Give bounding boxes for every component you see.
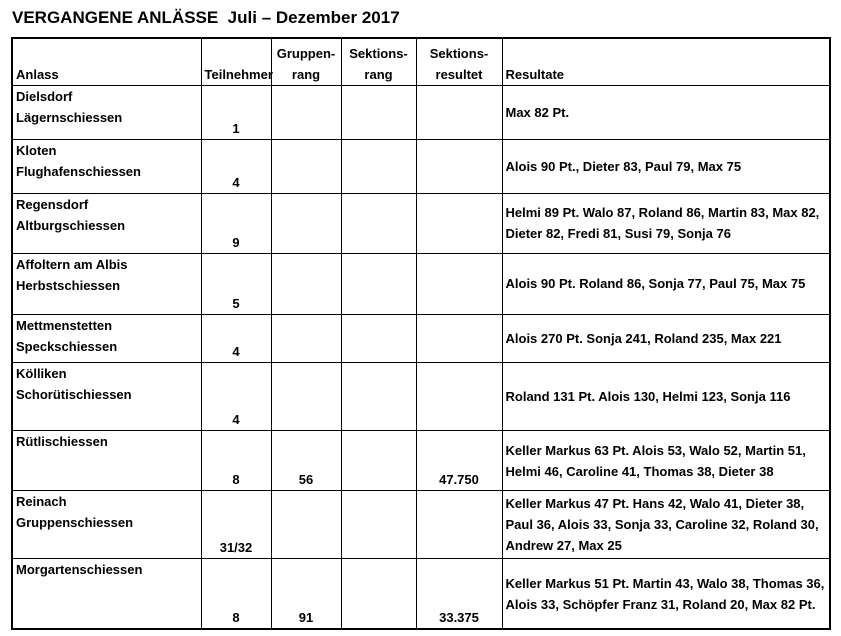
cell-sektionsresultat: 47.750	[416, 431, 502, 491]
header-resultate: Resultate	[502, 38, 830, 85]
cell-gruppenrang	[271, 491, 341, 559]
cell-sektionsresultat	[416, 253, 502, 314]
header-sektionsrang: Sektions-rang	[341, 38, 416, 85]
cell-sektionsrang	[341, 85, 416, 139]
anlass-event: Schorütischiessen	[16, 386, 132, 402]
cell-sektionsresultat: 33.375	[416, 559, 502, 629]
cell-teilnehmer: 4	[201, 139, 271, 193]
cell-anlass	[12, 253, 201, 314]
table-row	[12, 85, 830, 139]
cell-sektionsrang	[341, 491, 416, 559]
cell-sektionsrang	[341, 362, 416, 430]
cell-resultate: Keller Markus 51 Pt. Martin 43, Walo 38, Thomas 36, Alois 33, Schöpfer Franz 31, Roland 20, Max 82 Pt.	[502, 559, 830, 629]
cell-sektionsresultat	[416, 314, 502, 362]
anlass-place: Reinach	[16, 494, 67, 510]
cell-sektionsresultat	[416, 193, 502, 253]
cell-sektionsresultat	[416, 139, 502, 193]
cell-sektionsrang	[341, 253, 416, 314]
cell-resultate: Alois 90 Pt., Dieter 83, Paul 79, Max 75	[502, 139, 830, 193]
anlass-place: Mettmenstetten	[16, 317, 113, 333]
table-row	[12, 362, 830, 430]
cell-gruppenrang	[271, 193, 341, 253]
cell-sektionsrang	[341, 314, 416, 362]
cell-teilnehmer: 1	[201, 85, 271, 139]
cell-teilnehmer: 31/32	[201, 491, 271, 559]
anlass-event: Lägernschiessen	[16, 109, 123, 125]
cell-teilnehmer: 8	[201, 431, 271, 491]
cell-teilnehmer: 4	[201, 314, 271, 362]
anlass-place: Morgartenschiessen	[16, 562, 143, 578]
table-row	[12, 491, 830, 559]
cell-gruppenrang	[271, 253, 341, 314]
cell-sektionsresultat	[416, 362, 502, 430]
cell-anlass	[12, 85, 201, 139]
header-teilnehmer: Teilnehmer	[201, 38, 271, 85]
cell-sektionsresultat	[416, 85, 502, 139]
cell-resultate: Alois 90 Pt. Roland 86, Sonja 77, Paul 75, Max 75	[502, 253, 830, 314]
cell-anlass	[12, 193, 201, 253]
cell-sektionsresultat	[416, 491, 502, 559]
cell-resultate: Max 82 Pt.	[502, 85, 830, 139]
cell-teilnehmer: 5	[201, 253, 271, 314]
cell-anlass	[12, 431, 201, 491]
anlass-place: Dielsdorf	[16, 88, 73, 104]
cell-anlass	[12, 314, 201, 362]
cell-sektionsrang	[341, 193, 416, 253]
cell-gruppenrang	[271, 362, 341, 430]
cell-sektionsrang	[341, 559, 416, 629]
table-row	[12, 139, 830, 193]
header-sektionsresultat: Sektions-resultet	[416, 38, 502, 85]
anlass-place: Regensdorf	[16, 196, 89, 212]
cell-gruppenrang: 56	[271, 431, 341, 491]
anlass-event: Gruppenschiessen	[16, 515, 134, 531]
header-gruppenrang: Gruppen-rang	[271, 38, 341, 85]
anlass-event: Herbstschiessen	[16, 277, 121, 293]
anlass-place: Affoltern am Albis	[16, 256, 128, 272]
cell-teilnehmer: 9	[201, 193, 271, 253]
anlass-event: Altburgschiessen	[16, 217, 126, 233]
cell-resultate: Alois 270 Pt. Sonja 241, Roland 235, Max 221	[502, 314, 830, 362]
cell-gruppenrang	[271, 139, 341, 193]
table-row	[12, 431, 830, 491]
cell-gruppenrang	[271, 85, 341, 139]
cell-sektionsrang	[341, 431, 416, 491]
anlass-place: Kölliken	[16, 365, 67, 381]
anlass-event: Flughafenschiessen	[16, 163, 141, 179]
cell-resultate: Keller Markus 63 Pt. Alois 53, Walo 52, Martin 51, Helmi 46, Caroline 41, Thomas 38, Dieter 38	[502, 431, 830, 491]
cell-teilnehmer: 4	[201, 362, 271, 430]
anlass-place: Rütlischiessen	[16, 434, 108, 450]
page-title: VERGANGENE ANLÄSSE Juli – Dezember 2017	[12, 8, 400, 27]
cell-sektionsrang	[341, 139, 416, 193]
cell-anlass	[12, 139, 201, 193]
cell-resultate: Roland 131 Pt. Alois 130, Helmi 123, Sonja 116	[502, 362, 830, 430]
cell-gruppenrang	[271, 314, 341, 362]
cell-teilnehmer: 8	[201, 559, 271, 629]
anlass-place: Kloten	[16, 142, 57, 158]
table-row	[12, 314, 830, 362]
cell-gruppenrang: 91	[271, 559, 341, 629]
table-row	[12, 253, 830, 314]
anlass-event: Speckschiessen	[16, 338, 118, 354]
header-anlass: Anlass	[12, 38, 201, 85]
cell-anlass	[12, 491, 201, 559]
table-row	[12, 193, 830, 253]
cell-anlass	[12, 362, 201, 430]
header-row	[12, 38, 830, 85]
cell-anlass	[12, 559, 201, 629]
cell-resultate: Helmi 89 Pt. Walo 87, Roland 86, Martin 83, Max 82, Dieter 82, Fredi 81, Susi 79, Sonja 76	[502, 193, 830, 253]
cell-resultate: Keller Markus 47 Pt. Hans 42, Walo 41, Dieter 38, Paul 36, Alois 33, Sonja 33, Caroline 32, Roland 30, Andrew 27, Max 25	[502, 491, 830, 559]
table-row	[12, 559, 830, 629]
results-table	[11, 37, 831, 630]
